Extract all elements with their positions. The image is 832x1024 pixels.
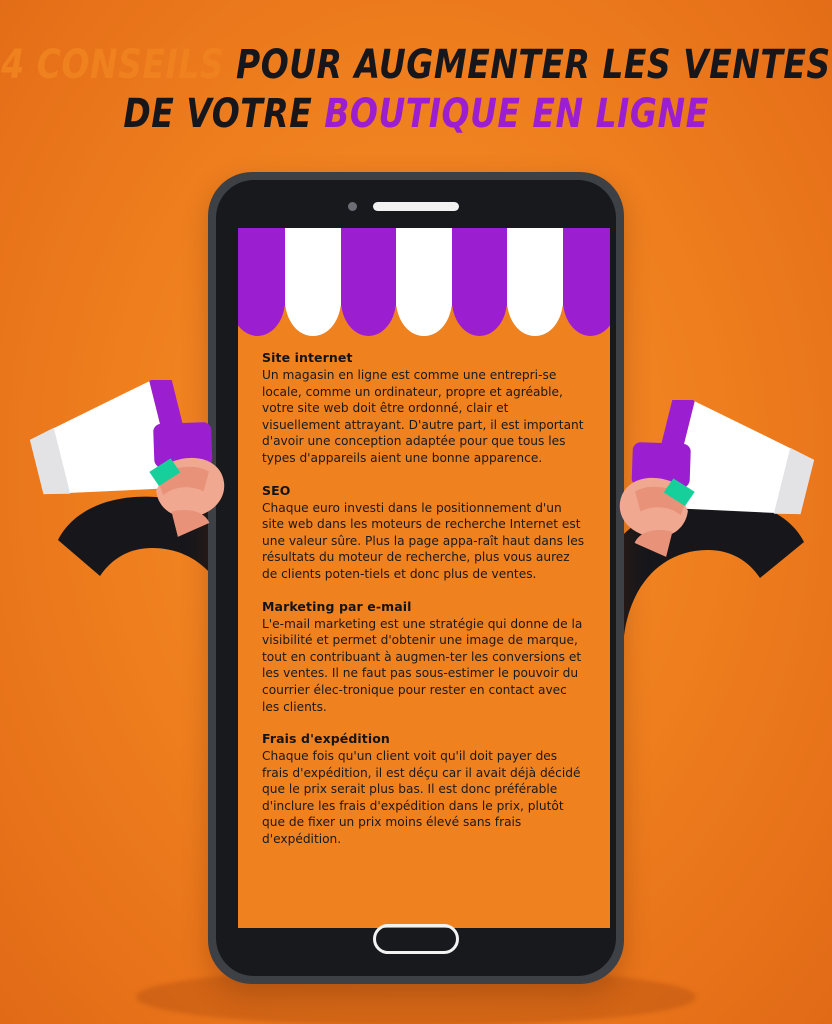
left-megaphone-icon	[24, 380, 244, 590]
tip-section-email-marketing	[262, 599, 586, 716]
awning-stripe	[563, 228, 610, 336]
awning-stripe	[285, 228, 340, 336]
tip-section-frais-expedition	[262, 731, 586, 848]
tip-title: SEO	[262, 482, 291, 498]
tip-section-site-internet	[262, 350, 586, 467]
tip-body: Un magasin en ligne est comme une entrepri-se locale, comme un ordinateur, propre et agréable, votre site web doit être ordonné, clair et visuellement attrayant. D'autre part, il est important d'avoir une conception adaptée pour que tous les types d'appareils aient une bonne apparence.	[262, 368, 584, 465]
title-line-2-main: DE VOTRE	[123, 89, 325, 137]
tip-section-seo	[262, 483, 586, 583]
tip-title: Marketing par e-mail	[262, 598, 412, 614]
phone-camera-icon	[348, 202, 357, 211]
phone-screen	[238, 228, 610, 928]
awning-stripe	[238, 228, 285, 336]
phone-mockup	[208, 172, 624, 984]
title-line-2	[0, 89, 832, 138]
phone-body	[216, 180, 616, 976]
right-megaphone-icon	[600, 400, 820, 610]
home-button[interactable]	[373, 924, 459, 954]
tip-body: Chaque fois qu'un client voit qu'il doit payer des frais d'expédition, il est déçu car il avait déjà décidé que le prix serait plus bas. Il est donc préférable d'inclure les frais d'expédition dans le prix, plutôt que de fixer un prix moins élevé sans frais d'expédition.	[262, 749, 581, 847]
tips-list	[238, 336, 610, 928]
title-line-1	[0, 40, 832, 89]
tip-body: L'e-mail marketing est une stratégie qui donne de la visibilité et permet d'obtenir une image de marque, tout en contribuant à augmen-ter les conversions et les ventes. Il ne faut pas sous-estimer le pouvoir du courrier élec-tronique pour rester en contact avec les clients.	[262, 616, 583, 714]
title-line-1-main: POUR AUGMENTER LES VENTES	[236, 40, 831, 88]
page-title	[0, 40, 832, 137]
awning-stripe	[341, 228, 396, 336]
awning-stripe	[507, 228, 562, 336]
awning-stripe	[452, 228, 507, 336]
awning-stripe	[396, 228, 451, 336]
tip-title: Site internet	[262, 350, 353, 365]
phone-speaker-icon	[373, 202, 459, 211]
title-line-2-accent: BOUTIQUE EN LIGNE	[324, 89, 709, 137]
title-line-1-accent: 4 CONSEILS	[1, 40, 237, 88]
tip-body: Chaque euro investi dans le positionnement d'un site web dans les moteurs de recherche Internet est une valeur sûre. Plus la page appa-raît haut dans les résultats du moteur de recherche, plus vous aurez de clients poten-tiels et donc plus de ventes.	[262, 500, 585, 581]
tip-title: Frais d'expédition	[262, 731, 390, 747]
